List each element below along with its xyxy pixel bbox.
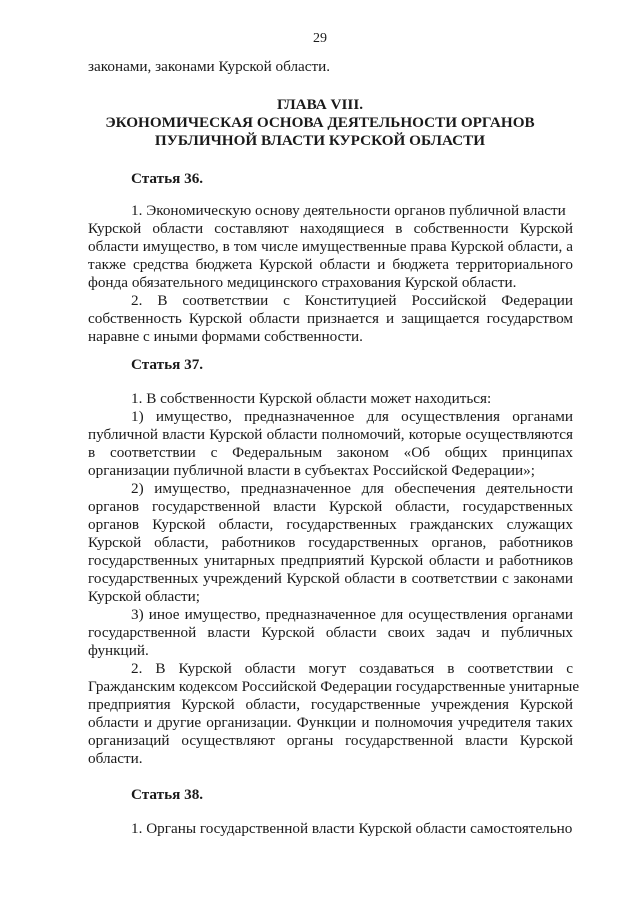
article-37-line: Курской области; <box>88 588 201 605</box>
article-37-line: 1) имущество, предназначенное для осуществления органами <box>131 408 573 425</box>
article-37-line: Гражданским кодексом Российской Федерации государственные унитарные <box>88 678 580 695</box>
article-37-line: органов Курской области, государственных гражданских служащих <box>88 516 573 533</box>
article-37-line: 2. В Курской области могут создаваться в соответствии с <box>131 660 573 677</box>
article-37-line: органов государственной власти Курской области, государственных <box>88 498 573 515</box>
article-36-line: собственность Курской области признается и защищается государством <box>88 310 573 327</box>
article-36-line: фонда обязательного медицинского страхования Курской области. <box>88 274 517 291</box>
article-37-line: функций. <box>88 642 149 659</box>
article-37-line: Курской области, работников государственных органов, работников <box>88 534 573 551</box>
article-36-heading: Статья 36. <box>131 170 204 187</box>
chapter-title-line2: ПУБЛИЧНОЙ ВЛАСТИ КУРСКОЙ ОБЛАСТИ <box>154 132 486 149</box>
article-36-line: наравне с иными формами собственности. <box>88 328 363 345</box>
page-number: 29 <box>313 31 327 46</box>
article-37-line: области и другие организации. Функции и полномочия учредителя таких <box>88 714 573 731</box>
article-36-line: области имущество, в том числе имущественные права Курской области, а <box>88 238 573 255</box>
chapter-number: ГЛАВА VIII. <box>276 96 364 113</box>
article-37-line: в соответствии с Федеральным законом «Об общих принципах <box>88 444 573 461</box>
article-37-line: государственных унитарных предприятий Курской области и работников <box>88 552 573 569</box>
article-38-heading: Статья 38. <box>131 786 204 803</box>
article-36-line: 2. В соответствии с Конституцией Российской Федерации <box>131 292 573 309</box>
article-38-line: 1. Органы государственной власти Курской области самостоятельно <box>131 820 573 837</box>
article-37-line: публичной власти Курской области полномочий, которые осуществляются <box>88 426 573 443</box>
article-36-line: 1. Экономическую основу деятельности органов публичной власти <box>131 202 566 219</box>
chapter-title-line1: ЭКОНОМИЧЕСКАЯ ОСНОВА ДЕЯТЕЛЬНОСТИ ОРГАНОВ <box>105 114 535 131</box>
article-37-line: 2) имущество, предназначенное для обеспечения деятельности <box>131 480 573 497</box>
article-37-line: государственных учреждений Курской области в соответствии с законами <box>88 570 573 587</box>
article-37-line: организаций осуществляют органы государственной власти Курской <box>88 732 573 749</box>
article-37-line: 1. В собственности Курской области может находиться: <box>131 390 492 407</box>
intro-line: законами, законами Курской области. <box>88 58 331 75</box>
article-36-line: также средства бюджета Курской области и бюджета территориального <box>88 256 573 273</box>
article-37-line: предприятия Курской области, государственные учреждения Курской <box>88 696 573 713</box>
article-36-line: Курской области составляют находящиеся в собственности Курской <box>88 220 573 237</box>
article-37-line: государственной власти Курской области своих задач и публичных <box>88 624 573 641</box>
article-37-line: области. <box>88 750 143 767</box>
article-37-heading: Статья 37. <box>131 356 204 373</box>
article-37-line: организации публичной власти в субъектах Российской Федерации»; <box>88 462 535 479</box>
article-37-line: 3) иное имущество, предназначенное для осуществления органами <box>131 606 573 623</box>
